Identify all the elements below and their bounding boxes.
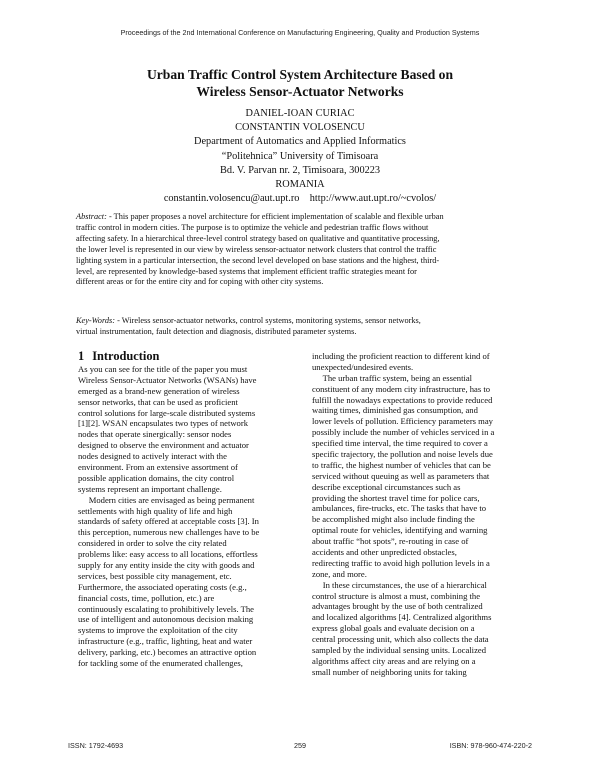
text-line: environment. From an extensive assortment of — [78, 462, 238, 473]
text-line: settlements with high quality of life and high — [78, 505, 233, 516]
section-number: 1 — [78, 349, 85, 363]
abstract-line: the lower level is represented in our view by wireless sensor-actuator network clusters that control the traffic — [76, 244, 437, 254]
keywords — [76, 316, 526, 338]
abstract — [76, 212, 526, 288]
text-line: delivery, parking, etc.) becomes an attractive option — [78, 647, 257, 658]
text-line: nodes that operate sinergically: sensor nodes — [78, 429, 232, 440]
footer-isbn: ISBN: 978-960-474-220-2 — [449, 741, 532, 750]
text-line: central processing unit, which also collects the data — [312, 634, 489, 645]
text-line: specified time interval, the time required to cover a — [312, 438, 488, 449]
text-line: optimal route for vehicles, identifying and warning — [312, 525, 488, 536]
text-line: sensor networks, that can be used as proficient — [78, 396, 238, 407]
author-country: ROMANIA — [275, 179, 325, 191]
paper-title — [60, 66, 540, 100]
author-name: CONSTANTIN VOLOSENCU — [235, 122, 365, 134]
right-column — [312, 351, 524, 678]
text-line: Furthermore, the associated operating costs (e.g., — [78, 581, 247, 592]
text-line: including the proficient reaction to different kind of — [312, 351, 490, 361]
author-university: “Politehnica” University of Timisoara — [221, 150, 379, 162]
author-address: Bd. V. Parvan nr. 2, Timisoara, 300223 — [219, 164, 381, 176]
text-line: advantages brought by the use of both centralized — [312, 601, 483, 612]
text-line: continuously escalating to prohibitively levels. The — [78, 603, 254, 614]
title-line: Urban Traffic Control System Architecture Based on — [146, 67, 454, 82]
text-line: [1][2]. WSAN encapsulates two types of network — [78, 418, 249, 429]
text-line: possibly include the number of vehicles serviced in a — [312, 427, 495, 438]
text-line: serviced without queuing as well as parameters that — [312, 470, 490, 481]
title-line: Wireless Sensor-Actuator Networks — [196, 84, 404, 99]
left-column — [78, 364, 290, 669]
abstract-line — [76, 212, 526, 223]
text-line: lower levels of pollution. Efficiency parameters may — [312, 416, 493, 427]
text-line: ambulances, fire-trucks, etc. The tasks that have to — [312, 503, 487, 514]
text-line: systems to improve the exploitation of the city — [78, 625, 238, 636]
text-line: algorithms affect city areas and are relying on a — [312, 655, 476, 666]
author-name: DANIEL-IOAN CURIAC — [245, 108, 355, 119]
text-line: financial costs, time, pollution, etc.) are — [78, 592, 215, 603]
text-line: for tackling some of the enumerated challenges, — [78, 658, 243, 669]
text-line: constituent of any modern city infrastructure, has to — [312, 383, 491, 394]
footer-page-number: 259 — [294, 741, 306, 750]
text-line: Wireless Sensor-Actuator Networks (WSANs) have — [78, 374, 257, 385]
text-line: considered in order to solve the city related — [78, 538, 227, 549]
text-line: use of intelligent and autonomous decision making — [78, 614, 254, 625]
keywords-label: Key-Words: — [76, 316, 116, 325]
text-line: systems represent an important challenge. — [78, 483, 222, 494]
author-block — [60, 107, 540, 206]
text-line: be accomplished might also include finding the — [312, 514, 475, 525]
text-line: providing the shortest travel time for police cars, — [312, 492, 480, 503]
text-line: sampled by the individual sensing units. Localized — [312, 645, 486, 656]
text-line: specific trajectory, the pollution and noise levels due — [312, 449, 493, 460]
text-line: designed to observe the environment and actuator — [78, 440, 249, 451]
abstract-text: - This paper proposes a novel architecture for efficient implementation of scalable and flexible urban — [106, 212, 444, 221]
text-line: infrastructure (e.g., traffic, lighting, heat and water — [78, 636, 253, 647]
abstract-line: lighting system in a particular intersection, the second level developed on base stations and the highest, third- — [76, 255, 440, 265]
text-line: In these circumstances, the use of a hierarchical — [312, 579, 487, 590]
text-line: control solutions for large-scale distributed systems — [78, 407, 256, 418]
keywords-text: - Wireless sensor-actuator networks, control systems, monitoring systems, sensor networks, — [115, 316, 421, 325]
text-line: to traffic, the highest number of vehicles that can be — [312, 459, 491, 470]
abstract-line: affecting safety. In a hierarchical three-level control strategy based on qualitative and quantitative processing, — [76, 233, 440, 243]
text-line: control structure is almost a must, combining the — [312, 590, 481, 601]
text-line: express global goals and evaluate decision on a — [312, 623, 475, 634]
abstract-line: different areas or for the entire city and for coping with other city systems. — [76, 277, 324, 287]
text-line: The urban traffic system, being an essential — [312, 372, 473, 383]
text-line: possible application domains, the city control — [78, 472, 235, 483]
text-line: this perception, numerous new challenges have to be — [78, 527, 260, 538]
abstract-line: traffic control in modern cities. The purpose is to optimize the vehicle and pedestrian traffic flows without — [76, 222, 429, 232]
running-head: Proceedings of the 2nd International Conference on Manufacturing Engineering, Quality and Production Systems — [120, 28, 480, 37]
keywords-line — [76, 316, 526, 327]
abstract-label: Abstract: — [76, 212, 107, 221]
footer-issn: ISSN: 1792-4693 — [68, 741, 124, 750]
text-line: zone, and more. — [312, 568, 367, 579]
text-line: unexpected/undesired events. — [312, 361, 414, 372]
text-line: Modern cities are envisaged as being permanent — [78, 494, 255, 505]
author-department: Department of Automatics and Applied Informatics — [194, 136, 406, 148]
text-line: and localized algorithms [4]. Centralized algorithms — [312, 612, 492, 623]
text-line: small number of neighboring units for taking — [312, 666, 467, 677]
text-line: As you can see for the title of the paper you must — [78, 364, 248, 374]
text-line: fulfill the nowadays expectations to provide reduced — [312, 394, 493, 405]
abstract-line: level, are represented by knowledge-based systems that implement efficient traffic strategies meant for — [76, 266, 417, 276]
text-line: problems like: easy access to all locations, effortless — [78, 549, 258, 560]
author-contact: constantin.volosencu@aut.upt.ro http://www.aut.upt.ro/~cvolos/ — [163, 193, 437, 205]
text-line: redirecting traffic to avoid high pollution levels in a — [312, 557, 490, 568]
section-heading — [78, 349, 159, 364]
text-line: emerged as a brand-new generation of wireless — [78, 385, 240, 396]
keywords-line: virtual instrumentation, fault detection and diagnosis, distributed parameter systems. — [76, 326, 357, 336]
text-line: describe exceptional circumstances such as — [312, 481, 461, 492]
text-line: about traffic “hot spots”, re-routing in case of — [312, 536, 469, 547]
text-line: supply for any entity inside the city with goods and — [78, 560, 255, 571]
text-line: standards of safety offered at acceptable costs [3]. In — [78, 516, 259, 527]
text-line: accidents and other unpredicted obstacles, — [312, 547, 457, 558]
text-line: waiting times, diminished gas consumption, and — [312, 405, 478, 416]
section-title: Introduction — [92, 349, 160, 363]
text-line: nodes designed to actively interact with the — [78, 451, 227, 462]
text-line: services, best possible city management, etc. — [78, 570, 232, 581]
